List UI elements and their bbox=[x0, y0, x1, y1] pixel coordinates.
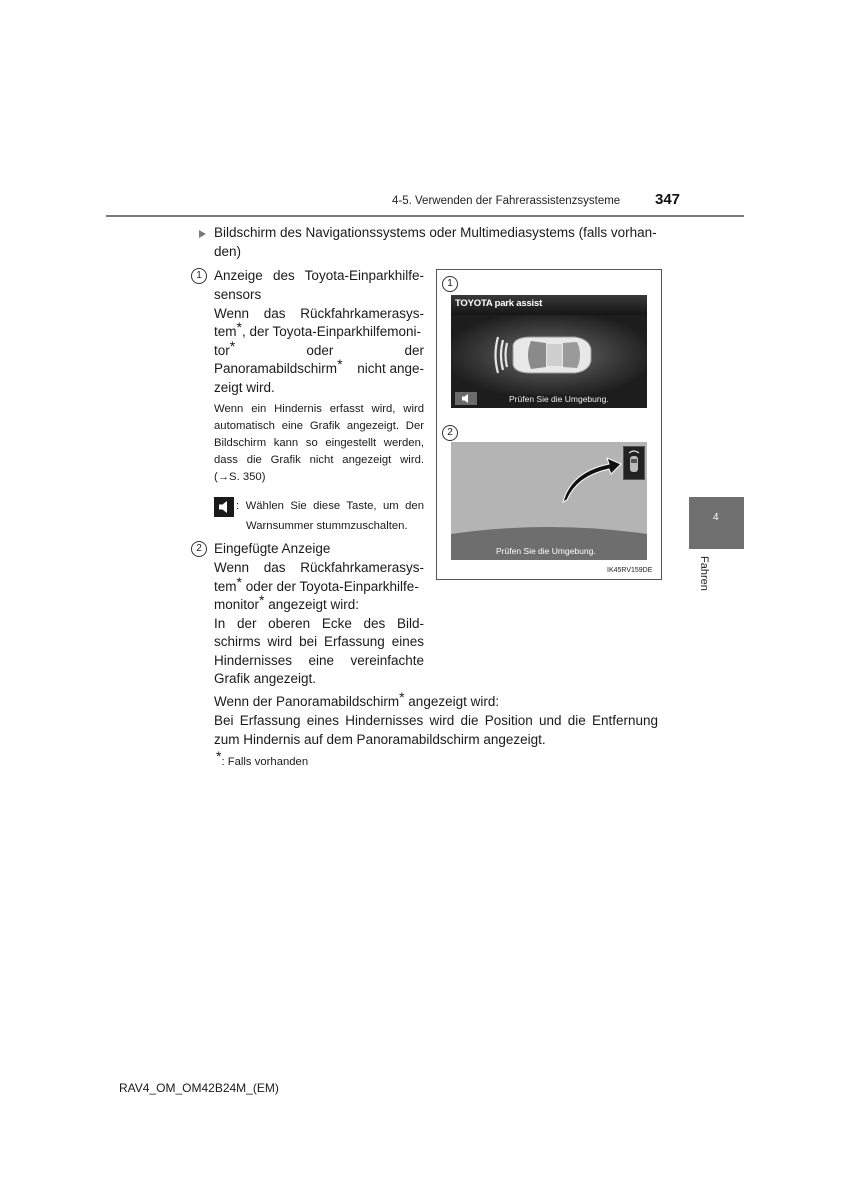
item-1-note-line-2: automatisch eine Grafik angezeigt. Der bbox=[214, 420, 424, 432]
item-2-body-line-6: Hindernisses eine vereinfachte bbox=[214, 653, 424, 668]
figure-label-1: 1 bbox=[442, 276, 458, 292]
footnote: *: Falls vorhanden bbox=[216, 748, 309, 768]
item-2-body-line-4: In der oberen Ecke des Bild- bbox=[214, 616, 424, 631]
intro-line-1: Bildschirm des Navigationssystems oder Multimediasystems (falls vorhan- bbox=[214, 225, 657, 240]
item-1-title-line-1: Anzeige des Toyota-Einparkhilfe- bbox=[214, 268, 424, 283]
park-assist-status: Prüfen Sie die Umgebung. bbox=[509, 394, 609, 404]
inset-status: Prüfen Sie die Umgebung. bbox=[496, 546, 596, 556]
chapter-tab-number: 4 bbox=[713, 512, 719, 523]
page-number: 347 bbox=[655, 191, 681, 208]
item-1-note-line-1: Wenn ein Hindernis erfasst wird, wird bbox=[214, 403, 424, 415]
panorama-line-1: Wenn der Panoramabildschirm* angezeigt wird: bbox=[214, 689, 500, 709]
chapter-tab-label: Fahren bbox=[698, 556, 710, 591]
item-1-body-line-3: tor* oder der bbox=[214, 338, 424, 358]
panorama-line-2: Bei Erfassung eines Hindernisses wird die Position und die Entfernung bbox=[214, 713, 658, 728]
item-1-body-line-4: Panoramabildschirm* nicht ange- bbox=[214, 356, 424, 376]
speaker-mute-icon bbox=[214, 497, 234, 517]
item-2-body-line-5: schirms wird bei Erfassung eines bbox=[214, 634, 424, 649]
item-1-number: 1 bbox=[191, 268, 207, 284]
bullet-triangle-icon bbox=[199, 230, 206, 238]
item-1-note-line-4: dass die Grafik nicht angezeigt wird. bbox=[214, 454, 424, 466]
item-1-note-line-3: Bildschirm kann so eingestellt werden, bbox=[214, 437, 424, 449]
chapter-tab bbox=[689, 497, 744, 549]
item-2-body-line-7: Grafik angezeigt. bbox=[214, 671, 317, 686]
panorama-line-3: zum Hindernis auf dem Panoramabildschirm angezeigt. bbox=[214, 732, 546, 747]
park-assist-screen bbox=[451, 295, 647, 408]
car-icon bbox=[451, 315, 647, 395]
intro-line-2: den) bbox=[214, 244, 242, 259]
item-2-body-line-1: Wenn das Rückfahrkamerasys- bbox=[214, 560, 424, 575]
park-assist-title: TOYOTA park assist bbox=[455, 298, 543, 309]
item-2-number: 2 bbox=[191, 541, 207, 557]
mute-button-icon bbox=[455, 392, 477, 405]
sensor-icon bbox=[623, 446, 645, 480]
item-1-body-line-5: zeigt wird. bbox=[214, 380, 275, 395]
item-2-body-line-2: tem* oder der Toyota-Einparkhilfe- bbox=[214, 574, 419, 594]
arrow-icon bbox=[451, 442, 647, 560]
section-title: 4-5. Verwenden der Fahrerassistenzsysteme bbox=[392, 195, 621, 207]
item-1-body-line-1: Wenn das Rückfahrkamerasys- bbox=[214, 306, 424, 321]
footer-code: RAV4_OM_OM42B24M_(EM) bbox=[119, 1081, 279, 1095]
item-1-note-line-5: (→S. 350) bbox=[214, 471, 266, 483]
figure-code: IK45RV159DE bbox=[607, 567, 653, 574]
figure-label-2: 2 bbox=[442, 425, 458, 441]
item-1-body-line-2: tem*, der Toyota-Einparkhilfemoni- bbox=[214, 319, 422, 339]
header-rule bbox=[106, 215, 744, 217]
mute-description-line-2: Warnsummer stummzuschalten. bbox=[246, 520, 408, 532]
item-2-body-line-3: monitor* angezeigt wird: bbox=[214, 592, 360, 612]
mute-description-line-1: : Wählen Sie diese Taste, um den bbox=[236, 500, 424, 512]
item-1-title-line-2: sensors bbox=[214, 287, 262, 302]
item-2-title: Eingefügte Anzeige bbox=[214, 541, 331, 556]
inset-display-screen bbox=[451, 442, 647, 560]
